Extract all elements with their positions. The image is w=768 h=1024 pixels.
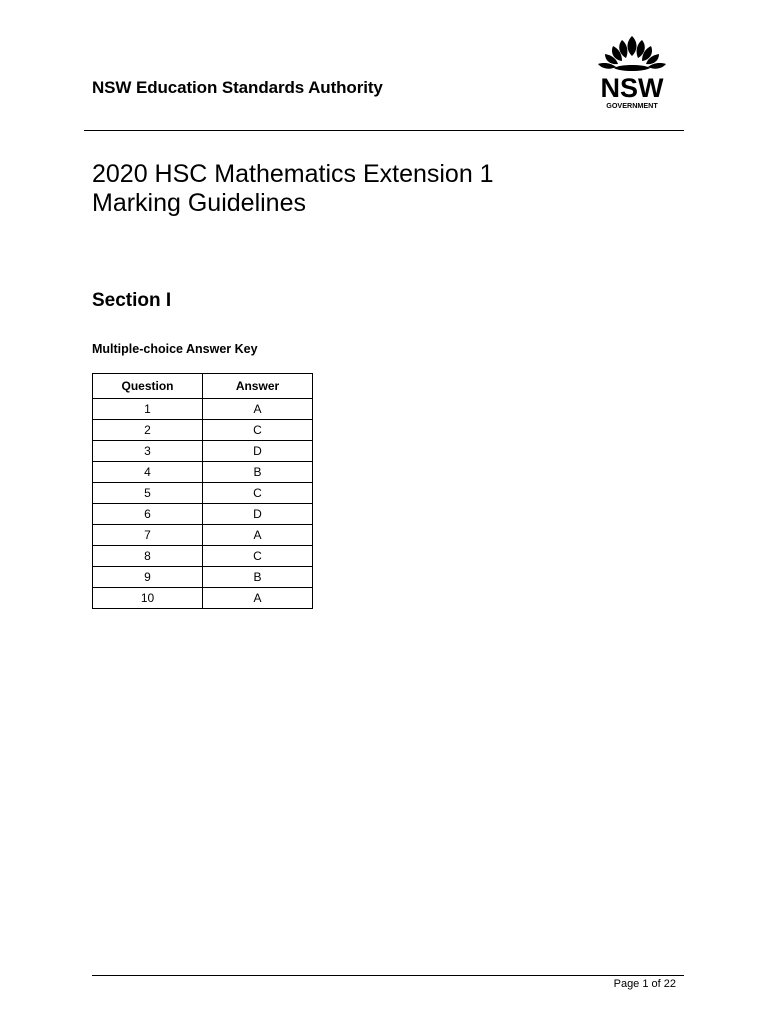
answer-key-caption: Multiple-choice Answer Key [92, 342, 258, 356]
section-heading: Section I [92, 290, 172, 311]
table-row [93, 588, 313, 609]
document-title-line-1: 2020 HSC Mathematics Extension 1 [92, 160, 494, 188]
question-number: 9 [93, 567, 203, 588]
answer-letter: C [203, 483, 313, 504]
question-number: 4 [93, 462, 203, 483]
organisation-name: NSW Education Standards Authority [92, 78, 383, 97]
table-row [93, 483, 313, 504]
question-number: 7 [93, 525, 203, 546]
question-number: 2 [93, 420, 203, 441]
document-title-line-2: Marking Guidelines [92, 189, 306, 217]
answer-letter: A [203, 588, 313, 609]
table-row [93, 546, 313, 567]
question-number: 10 [93, 588, 203, 609]
table-row [93, 420, 313, 441]
table-row [93, 441, 313, 462]
logo-subtext: GOVERNMENT [606, 101, 658, 110]
column-header-question: Question [93, 374, 203, 399]
table-row [93, 567, 313, 588]
answer-letter: C [203, 420, 313, 441]
answer-letter: C [203, 546, 313, 567]
answer-key-table [92, 373, 313, 609]
footer-divider [92, 975, 684, 976]
question-number: 8 [93, 546, 203, 567]
document-title [92, 160, 494, 218]
header-divider [84, 130, 684, 131]
table-row [93, 462, 313, 483]
answer-letter: A [203, 399, 313, 420]
waratah-icon [598, 36, 666, 71]
question-number: 6 [93, 504, 203, 525]
table-row [93, 504, 313, 525]
question-number: 5 [93, 483, 203, 504]
question-number: 3 [93, 441, 203, 462]
logo-wordmark: NSW [600, 73, 664, 103]
answer-letter: B [203, 462, 313, 483]
table-row [93, 399, 313, 420]
answer-letter: D [203, 441, 313, 462]
nsw-government-logo [592, 34, 672, 114]
table-row [93, 525, 313, 546]
table-header-row [93, 374, 313, 399]
page-number: Page 1 of 22 [613, 978, 676, 990]
answer-letter: A [203, 525, 313, 546]
answer-letter: D [203, 504, 313, 525]
question-number: 1 [93, 399, 203, 420]
answer-letter: B [203, 567, 313, 588]
column-header-answer: Answer [203, 374, 313, 399]
